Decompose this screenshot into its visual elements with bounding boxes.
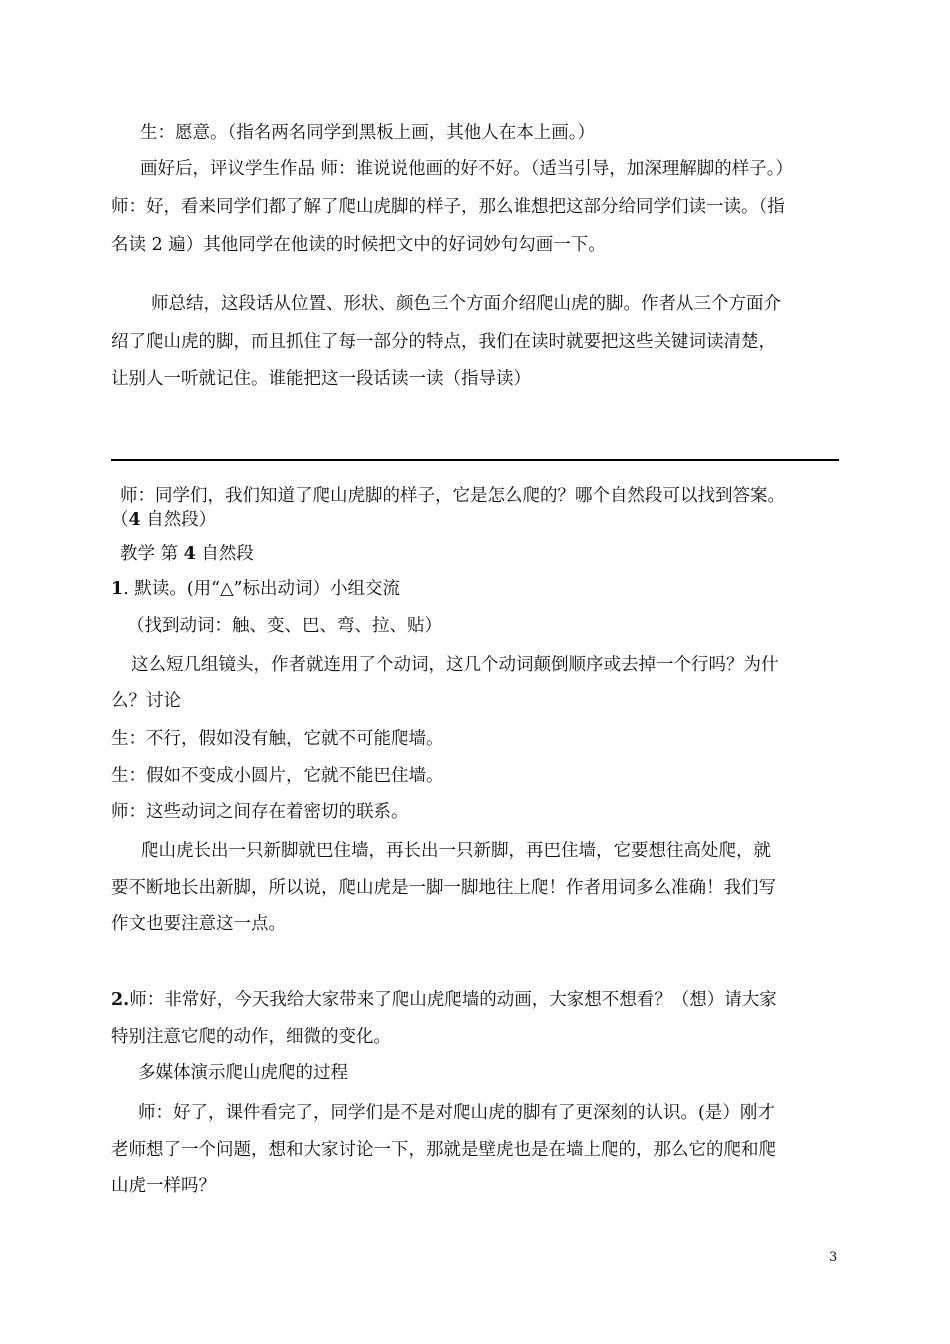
text-line: 生：不行，假如没有触，它就不可能爬墙。 (111, 729, 444, 749)
text-line: 山虎一样吗？ (111, 1176, 216, 1196)
text-line: 让别人一听就记住。谁能把这一段话读一读（指导读） (111, 369, 531, 389)
text-line: 名读 2 遍）其他同学在他读的时候把文中的好词妙句勾画一下。 (111, 235, 606, 255)
text-line: 作文也要注意这一点。 (111, 914, 286, 934)
text-line: （找到动词：触、变、巴、弯、拉、贴） (127, 616, 442, 636)
text-line: 师：同学们，我们知道了爬山虎脚的样子，它是怎么爬的？哪个自然段可以找到答案。 (120, 486, 785, 506)
text-line: 生：愿意。（指名两名同学到黑板上画，其他人在本上画。） (140, 123, 595, 143)
text-line: 师总结，这段话从位置、形状、颜色三个方面介绍爬山虎的脚。作者从三个方面介 (151, 294, 781, 314)
text-line: 老师想了一个问题，想和大家讨论一下，那就是壁虎也是在墙上爬的，那么它的爬和爬 (111, 1140, 776, 1160)
page-number: 3 (829, 1250, 838, 1265)
text-line: 师：好，看来同学们都了解了爬山虎脚的样子，那么谁想把这部分给同学们读一读。（指 (111, 197, 785, 217)
text-line: （4 自然段） (111, 510, 217, 530)
text-line: 要不断地长出新脚，所以说，爬山虎是一脚一脚地往上爬！作者用词多么准确！我们写 (111, 878, 776, 898)
text-line: 么？讨论 (111, 691, 181, 711)
text-line: 师：好了，课件看完了，同学们是不是对爬山虎的脚有了更深刻的认识。(是）刚才 (138, 1103, 775, 1123)
step-2: 2.师：非常好，今天我给大家带来了爬山虎爬墙的动画，大家想不想看？（想）请大家 (111, 990, 777, 1010)
text-line: 师：这些动词之间存在着密切的联系。 (111, 802, 409, 822)
horizontal-divider (111, 459, 839, 461)
text-line: 特别注意它爬的动作，细微的变化。 (111, 1027, 391, 1047)
text-line: 爬山虎长出一只新脚就巴住墙，再长出一只新脚，再巴住墙，它要想往高处爬，就 (141, 841, 771, 861)
text-line: 多媒体演示爬山虎爬的过程 (138, 1063, 348, 1083)
text-line: 画好后，评议学生作品 师：谁说说他画的好不好。（适当引导，加深理解脚的样子。） (140, 159, 794, 179)
text-line: 这么短几组镜头，作者就连用了个动词，这几个动词颠倒顺序或去掉一个行吗？为什 (131, 655, 779, 675)
section-heading: 教学 第 4 自然段 (120, 544, 254, 564)
text-line: 生：假如不变成小圆片，它就不能巴住墙。 (111, 766, 444, 786)
text-line: 绍了爬山虎的脚，而且抓住了每一部分的特点，我们在读时就要把这些关键词读清楚， (111, 332, 776, 352)
step-1: 1. 默读。(用“△”标出动词）小组交流 (111, 579, 400, 599)
